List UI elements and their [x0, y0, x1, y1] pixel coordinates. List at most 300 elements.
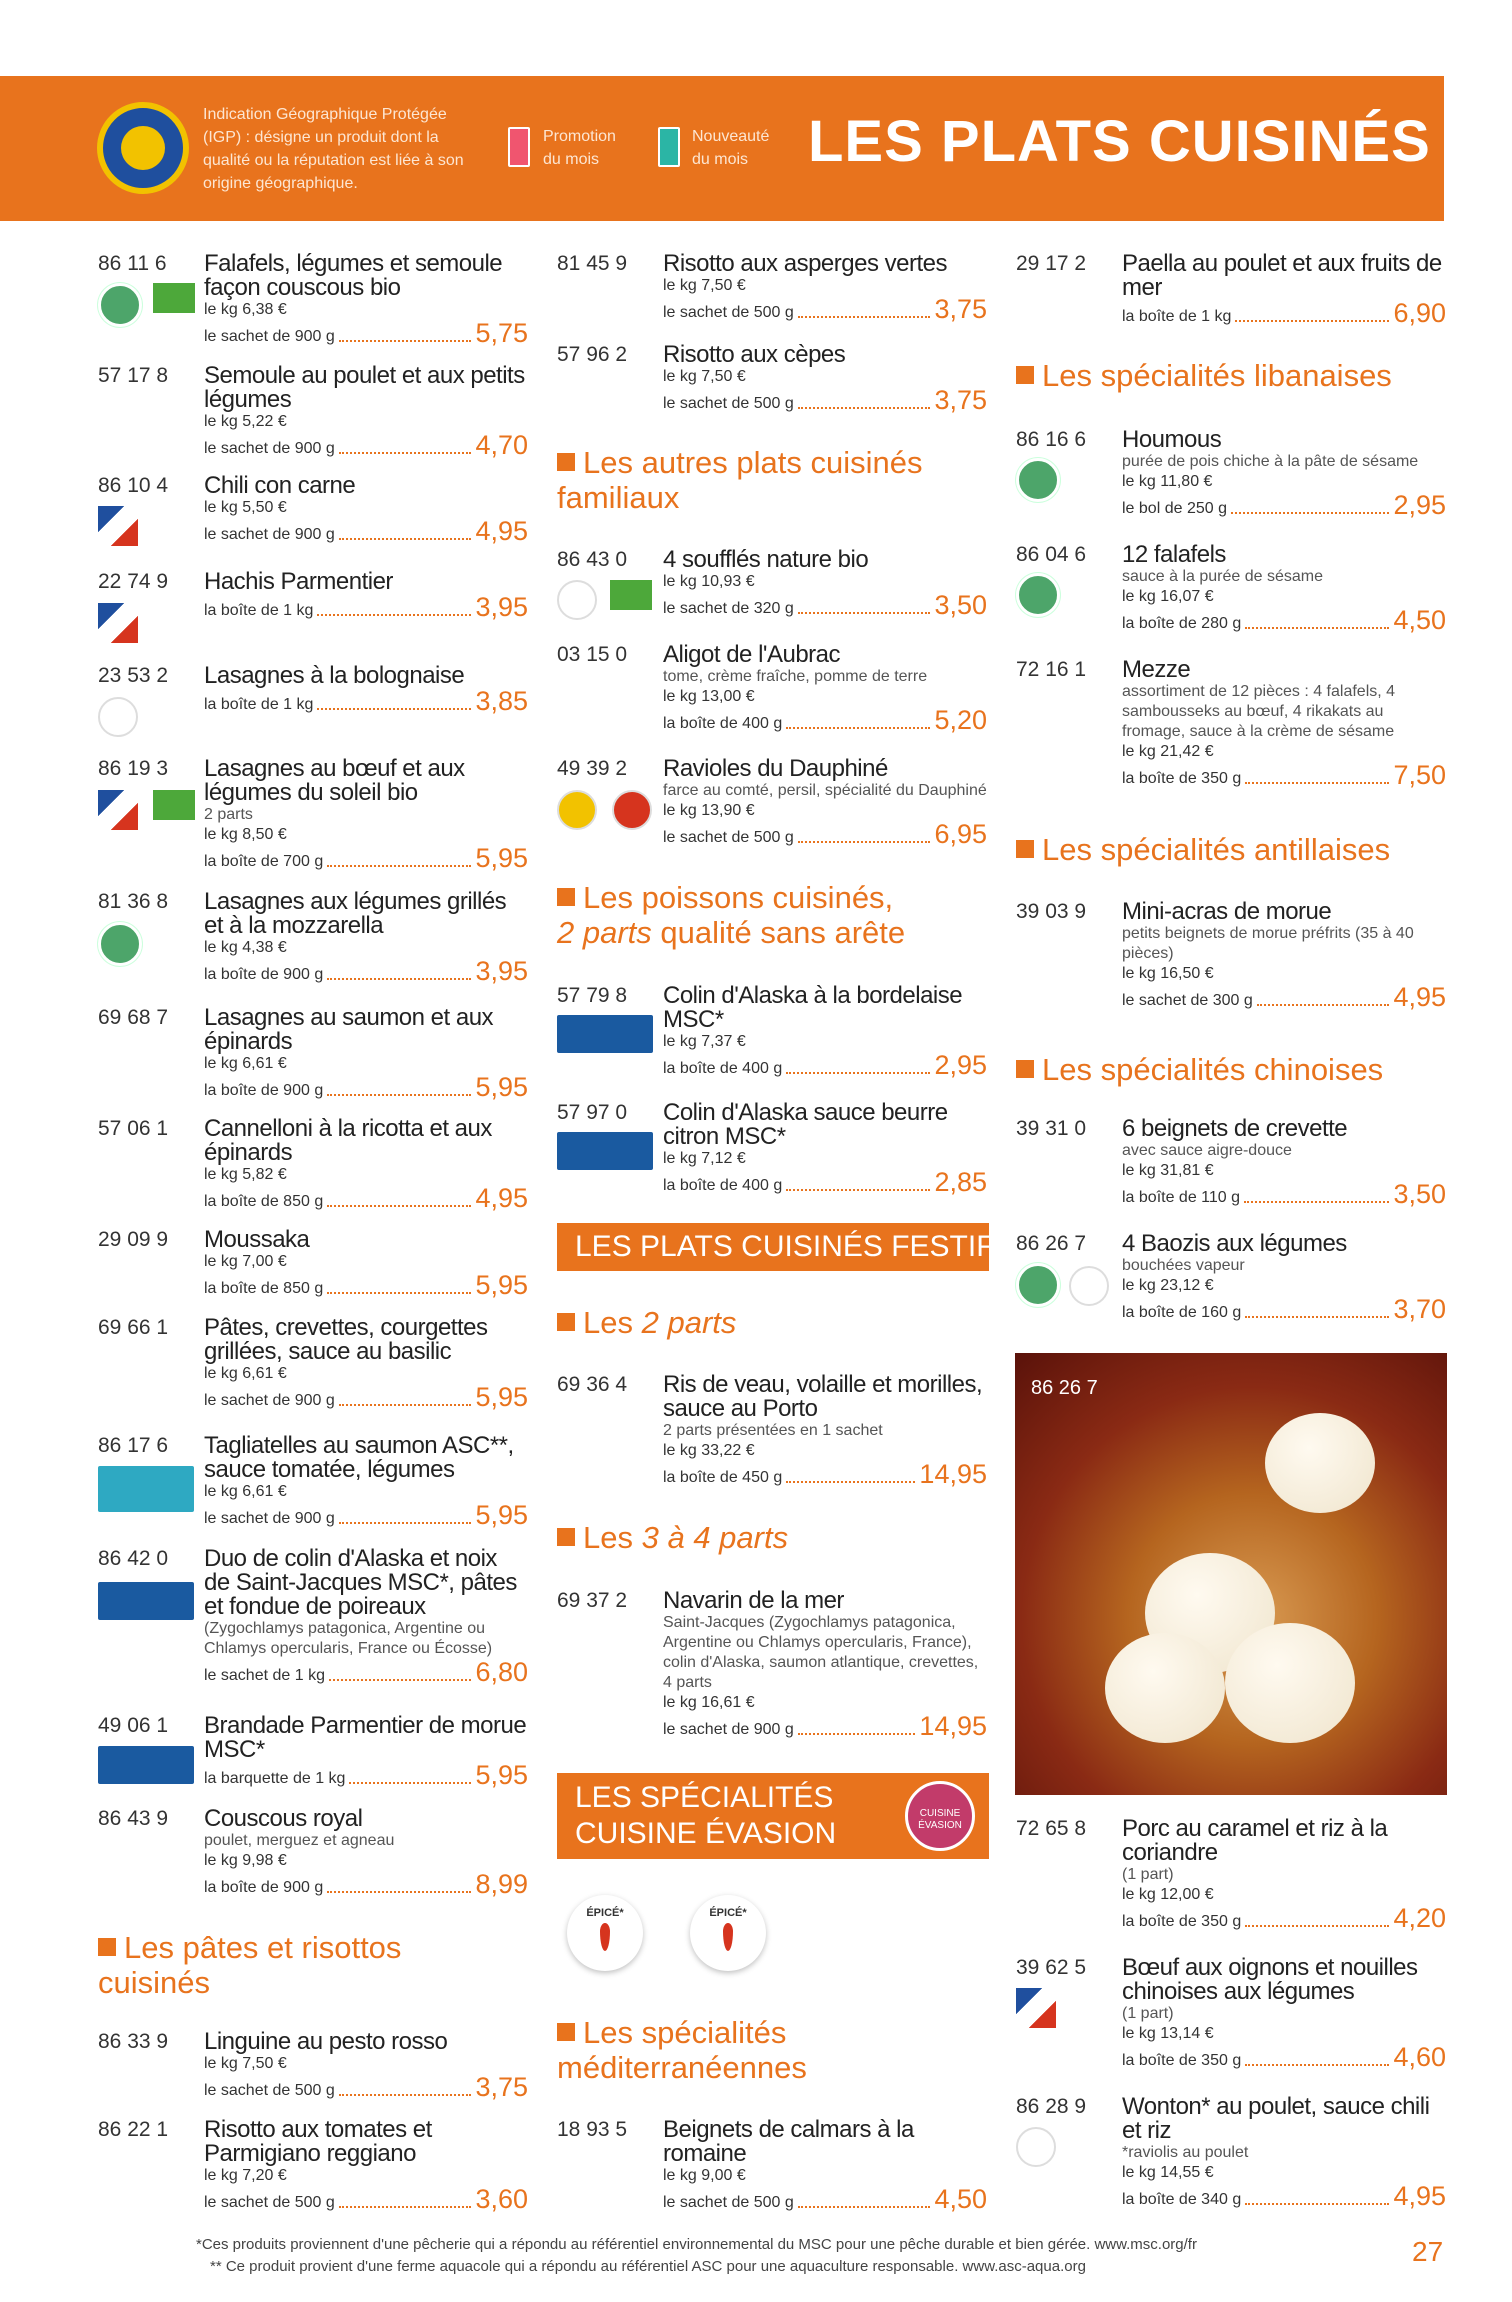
epice-small-icon: [1069, 1266, 1109, 1306]
dotted-leader: [1245, 1925, 1389, 1927]
product-details: [663, 2118, 987, 2213]
price-per-kg: le kg 16,50 €: [1122, 965, 1214, 982]
product-code: 86 10 4: [98, 474, 169, 497]
section-antillaises: [1016, 832, 1436, 867]
dotted-leader: [1235, 320, 1389, 322]
product-description: purée de pois chiche à la pâte de sésame: [1122, 453, 1419, 470]
price-row: [663, 592, 987, 619]
product-price: 4,60: [1393, 2042, 1446, 2072]
product-price: 5,95: [475, 1760, 528, 1790]
dotted-leader: [1245, 627, 1389, 629]
price-row: [204, 1074, 528, 1101]
product-description: petits beignets de morue préfrits (35 à 40 pièces): [1122, 925, 1414, 962]
product-details: [204, 1434, 528, 1529]
price-row: [204, 2074, 528, 2101]
product-code: 39 62 5: [1016, 1956, 1087, 1979]
product-price: 3,70: [1393, 1294, 1446, 1324]
product-details: [663, 757, 987, 848]
product-code: 81 45 9: [557, 252, 628, 275]
product-code: 86 22 1: [98, 2118, 169, 2141]
pack-size: le sachet de 900 g: [663, 1721, 794, 1738]
pack-size: le sachet de 900 g: [204, 1392, 335, 1409]
product-name: Risotto aux cèpes: [663, 341, 846, 368]
product-name: Beignets de calmars à la romaine: [663, 2116, 914, 2167]
section-2-parts-text: 2 parts: [641, 1305, 737, 1340]
product-price: 3,75: [934, 294, 987, 324]
product-description: poulet, merguez et agneau: [204, 1832, 395, 1849]
product-name: Tagliatelles au saumon ASC**, sauce tomatée, légumes: [204, 1432, 514, 1483]
dotted-leader: [327, 1205, 471, 1207]
epice-label: ÉPICÉ*: [709, 1907, 747, 1919]
asc-label-icon: [98, 1466, 194, 1512]
epice-badge-icon: [567, 1895, 643, 1971]
oeuf-plein-air-icon: [557, 580, 597, 620]
vegetarien-badge-icon: [1016, 1263, 1060, 1307]
price-row: [663, 707, 987, 734]
product-code: 69 37 2: [557, 1589, 628, 1612]
price-row: [663, 1461, 987, 1488]
baozi-bun: [1265, 1413, 1375, 1513]
pack-size: le sachet de 500 g: [663, 829, 794, 846]
price-row: [663, 2186, 987, 2213]
price-row: [1122, 2044, 1446, 2071]
product-description: farce au comté, persil, spécialité du Dauphiné: [663, 782, 987, 799]
section-autres-plats-text: Les autres plats cuisinés familiaux: [557, 445, 923, 515]
price-per-kg: le kg 13,90 €: [663, 802, 755, 819]
product-code: 29 09 9: [98, 1228, 169, 1251]
product-price: 5,95: [475, 1500, 528, 1530]
dotted-leader: [327, 865, 471, 867]
price-row: [663, 1713, 987, 1740]
origine-france-icon: [98, 603, 138, 643]
pack-size: le sachet de 500 g: [204, 2082, 335, 2099]
epice-small-icon: [1016, 2127, 1056, 2167]
section-pates-risottos: [98, 1930, 458, 2000]
price-per-kg: le kg 6,38 €: [204, 301, 287, 318]
price-per-kg: le kg 6,61 €: [204, 1483, 287, 1500]
product-code: 86 17 6: [98, 1434, 169, 1457]
page-title: LES PLATS CUISINÉS: [808, 109, 1431, 174]
product-price: 5,95: [475, 1270, 528, 1300]
price-per-kg: le kg 16,07 €: [1122, 588, 1214, 605]
product-details: [663, 1589, 987, 1740]
dotted-leader: [798, 612, 931, 614]
product-details: [663, 1101, 987, 1196]
product-name: Pâtes, crevettes, courgettes grillées, sauce au basilic: [204, 1314, 488, 1365]
product-details: [663, 343, 987, 414]
price-row: [204, 518, 528, 545]
dotted-leader: [1231, 512, 1389, 514]
product-name: Wonton* au poulet, sauce chili et riz: [1122, 2093, 1430, 2144]
product-name: Colin d'Alaska sauce beurre citron MSC*: [663, 1099, 948, 1150]
nouveaute-legend-label: Nouveauté du mois: [692, 128, 770, 168]
product-price: 5,95: [475, 843, 528, 873]
product-details: [1122, 658, 1446, 789]
dotted-leader: [798, 841, 931, 843]
product-description: sauce à la purée de sésame: [1122, 568, 1324, 585]
product-details: [204, 1807, 528, 1898]
product-code: 69 68 7: [98, 1006, 169, 1029]
product-name: 12 falafels: [1122, 541, 1226, 568]
product-details: [1122, 2095, 1446, 2210]
product-price: 3,75: [934, 385, 987, 415]
product-price: 6,95: [934, 819, 987, 849]
product-name: Aligot de l'Aubrac: [663, 641, 841, 668]
product-code: 86 19 3: [98, 757, 169, 780]
product-name: 6 beignets de crevette: [1122, 1115, 1348, 1142]
promotion-swatch-icon: [508, 127, 530, 167]
product-details: [1122, 900, 1446, 1011]
photo-product-code: 86 26 7: [1031, 1377, 1098, 1399]
baozi-bun: [1105, 1633, 1225, 1743]
product-price: 3,85: [475, 686, 528, 716]
product-price: 3,50: [1393, 1179, 1446, 1209]
product-price: 4,95: [1393, 982, 1446, 1012]
product-code: 81 36 8: [98, 890, 169, 913]
dotted-leader: [339, 340, 472, 342]
price-row: [204, 1272, 528, 1299]
product-code: 69 66 1: [98, 1316, 169, 1339]
pack-size: le sachet de 900 g: [204, 440, 335, 457]
price-row: [204, 1762, 528, 1789]
pack-size: le sachet de 500 g: [663, 395, 794, 412]
product-details: [663, 984, 987, 1079]
product-details: [204, 1228, 528, 1299]
pack-size: le sachet de 500 g: [204, 2194, 335, 2211]
section-2-parts-text: Les: [583, 1305, 642, 1340]
price-per-kg: le kg 7,00 €: [204, 1253, 287, 1270]
price-per-kg: le kg 7,50 €: [663, 368, 746, 385]
product-code: 72 65 8: [1016, 1817, 1087, 1840]
dotted-leader: [798, 2206, 931, 2208]
msc-label-icon: [557, 1015, 653, 1053]
pack-size: le sachet de 900 g: [204, 526, 335, 543]
product-name: Duo de colin d'Alaska et noix de Saint-Jacques MSC*, pâtes et fondue de poireaux: [204, 1545, 517, 1620]
product-price: 4,50: [934, 2184, 987, 2214]
section-chinoises-text: Les spécialités chinoises: [1042, 1052, 1384, 1087]
product-name: Hachis Parmentier: [204, 568, 393, 595]
price-row: [1122, 492, 1446, 519]
pack-size: la boîte de 900 g: [204, 1082, 324, 1099]
product-code: 57 97 0: [557, 1101, 628, 1124]
product-code: 49 06 1: [98, 1714, 169, 1737]
product-code: 03 15 0: [557, 643, 628, 666]
product-name: Cannelloni à la ricotta et aux épinards: [204, 1115, 492, 1166]
msc-label-icon: [557, 1132, 653, 1170]
section-square-icon: [557, 1313, 575, 1331]
dotted-leader: [329, 1679, 471, 1681]
price-per-kg: le kg 5,82 €: [204, 1166, 287, 1183]
section-antillaises-text: Les spécialités antillaises: [1042, 832, 1391, 867]
section-square-icon: [1016, 1060, 1034, 1078]
msc-label-icon: [98, 1746, 194, 1784]
bio-label-icon: [153, 790, 195, 820]
product-code: 57 96 2: [557, 343, 628, 366]
product-code: 57 17 8: [98, 364, 169, 387]
product-details: [204, 2118, 528, 2213]
product-code: 39 31 0: [1016, 1117, 1087, 1140]
dotted-leader: [1245, 2203, 1389, 2205]
dotted-leader: [317, 614, 471, 616]
vegetarien-badge-icon: [98, 922, 142, 966]
product-description: (Zygochlamys patagonica, Argentine ou Chlamys opercularis, France ou Écosse): [204, 1620, 493, 1657]
product-price: 14,95: [919, 1711, 987, 1741]
product-price: 3,95: [475, 592, 528, 622]
product-name: 4 Baozis aux légumes: [1122, 1230, 1347, 1257]
price-row: [663, 1169, 987, 1196]
product-description: bouchées vapeur: [1122, 1257, 1245, 1274]
product-details: [204, 474, 528, 545]
product-name: Mezze: [1122, 656, 1191, 683]
product-name: Paella au poulet et aux fruits de mer: [1122, 250, 1442, 301]
price-row: [1122, 1296, 1446, 1323]
price-per-kg: le kg 5,22 €: [204, 413, 287, 430]
dotted-leader: [798, 316, 931, 318]
product-description: 2 parts présentées en 1 sachet: [663, 1422, 883, 1439]
pack-size: le sachet de 300 g: [1122, 992, 1253, 1009]
product-code: 39 03 9: [1016, 900, 1087, 923]
dotted-leader: [786, 727, 930, 729]
section-square-icon: [557, 453, 575, 471]
product-name: Lasagnes aux légumes grillés et à la mozzarella: [204, 888, 507, 939]
dotted-leader: [339, 1522, 472, 1524]
pack-size: le sachet de 1 kg: [204, 1667, 325, 1684]
pack-size: la boîte de 850 g: [204, 1193, 324, 1210]
price-per-kg: le kg 16,61 €: [663, 1694, 755, 1711]
product-details: [204, 570, 528, 621]
price-per-kg: le kg 12,00 €: [1122, 1886, 1214, 1903]
product-details: [204, 890, 528, 985]
product-price: 3,60: [475, 2184, 528, 2214]
section-square-icon: [1016, 840, 1034, 858]
product-code: 86 42 0: [98, 1547, 169, 1570]
product-price: 6,90: [1393, 298, 1446, 328]
section-3-4-parts-text: 3 à 4 parts: [641, 1520, 789, 1555]
section-square-icon: [557, 1528, 575, 1546]
price-per-kg: le kg 7,37 €: [663, 1033, 746, 1050]
bio-label-icon: [610, 580, 652, 610]
price-per-kg: le kg 10,93 €: [663, 573, 755, 590]
product-details: [204, 2030, 528, 2101]
section-square-icon: [1016, 366, 1034, 384]
pack-size: la boîte de 700 g: [204, 853, 324, 870]
dotted-leader: [327, 1292, 471, 1294]
product-name: Navarin de la mer: [663, 1587, 844, 1614]
dotted-leader: [339, 538, 472, 540]
dotted-leader: [349, 1782, 471, 1784]
product-price: 4,20: [1393, 1903, 1446, 1933]
product-details: [1122, 252, 1446, 327]
section-poissons-text: 2 parts: [557, 915, 652, 950]
price-per-kg: le kg 7,50 €: [663, 277, 746, 294]
section-libanaises: [1016, 358, 1436, 393]
product-price: 6,80: [475, 1657, 528, 1687]
product-name: Risotto aux tomates et Parmigiano reggiano: [204, 2116, 432, 2167]
dotted-leader: [1257, 1004, 1390, 1006]
pack-size: la boîte de 900 g: [204, 1879, 324, 1896]
product-description: avec sauce aigre-douce: [1122, 1142, 1292, 1159]
evasion-badge-icon: CUISINE ÉVASION: [905, 1781, 975, 1851]
price-row: [204, 2186, 528, 2213]
banner-evasion-line1: LES SPÉCIALITÉS: [575, 1781, 834, 1814]
banner-evasion-line2: CUISINE ÉVASION: [575, 1817, 837, 1850]
vegetarien-badge-icon: [1016, 458, 1060, 502]
pack-size: la boîte de 160 g: [1122, 1304, 1242, 1321]
product-code: 57 06 1: [98, 1117, 169, 1140]
pack-size: le sachet de 500 g: [663, 2194, 794, 2211]
promotion-legend-label: Promotion du mois: [543, 128, 616, 168]
pack-size: la boîte de 340 g: [1122, 2191, 1242, 2208]
pack-size: la boîte de 900 g: [204, 966, 324, 983]
product-price: 5,95: [475, 1072, 528, 1102]
product-name: Falafels, légumes et semoule façon couscous bio: [204, 250, 503, 301]
pack-size: le sachet de 500 g: [663, 304, 794, 321]
product-description: *raviolis au poulet: [1122, 2144, 1249, 2161]
igp-logo-icon: [97, 102, 189, 194]
price-per-kg: le kg 9,00 €: [663, 2167, 746, 2184]
section-square-icon: [557, 2023, 575, 2041]
dotted-leader: [339, 452, 472, 454]
price-row: [1122, 762, 1446, 789]
price-per-kg: le kg 33,22 €: [663, 1442, 755, 1459]
product-code: 86 11 6: [98, 252, 167, 275]
product-name: Lasagnes au saumon et aux épinards: [204, 1004, 494, 1055]
dotted-leader: [1245, 2064, 1389, 2066]
pack-size: la boîte de 350 g: [1122, 770, 1242, 787]
product-details: [204, 1117, 528, 1212]
pack-size: la boîte de 1 kg: [204, 602, 314, 619]
pack-size: la boîte de 280 g: [1122, 615, 1242, 632]
price-per-kg: le kg 5,50 €: [204, 499, 287, 516]
product-code: 57 79 8: [557, 984, 628, 1007]
section-mediterraneennes-text: Les spécialités méditerranéennes: [557, 2015, 807, 2085]
product-name: Colin d'Alaska à la bordelaise MSC*: [663, 982, 963, 1033]
product-price: 3,50: [934, 590, 987, 620]
product-price: 2,95: [1393, 490, 1446, 520]
price-row: [1122, 607, 1446, 634]
product-description: 2 parts: [204, 806, 253, 823]
oeuf-plein-air-icon: [98, 697, 138, 737]
product-details: [204, 664, 528, 715]
baozi-bun: [1225, 1623, 1355, 1743]
footnote-asc: ** Ce produit provient d'une ferme aquacole qui a répondu au référentiel ASC pour une aquaculture responsable. www.asc-aqua.org: [210, 2258, 1086, 2275]
product-details: [1122, 1232, 1446, 1323]
section-3-4-parts: [557, 1520, 957, 1555]
pack-size: la boîte de 450 g: [663, 1469, 783, 1486]
price-row: [663, 296, 987, 323]
price-row: [204, 958, 528, 985]
price-row: [1122, 984, 1446, 1011]
price-per-kg: le kg 31,81 €: [1122, 1162, 1214, 1179]
price-row: [1122, 300, 1446, 327]
product-description: tome, crème fraîche, pomme de terre: [663, 668, 928, 685]
product-details: [1122, 543, 1446, 634]
dotted-leader: [339, 1404, 472, 1406]
product-price: 2,95: [934, 1050, 987, 1080]
dotted-leader: [317, 708, 471, 710]
product-price: 3,75: [475, 2072, 528, 2102]
price-row: [204, 320, 528, 347]
product-price: 7,50: [1393, 760, 1446, 790]
product-price: 4,70: [475, 430, 528, 460]
product-name: Mini-acras de morue: [1122, 898, 1332, 925]
price-row: [1122, 1181, 1446, 1208]
dotted-leader: [798, 1733, 916, 1735]
pack-size: le sachet de 900 g: [204, 328, 335, 345]
product-code: 86 16 6: [1016, 428, 1087, 451]
section-mediterraneennes: [557, 2015, 957, 2085]
price-per-kg: le kg 4,38 €: [204, 939, 287, 956]
price-per-kg: le kg 7,20 €: [204, 2167, 287, 2184]
price-per-kg: le kg 9,98 €: [204, 1852, 287, 1869]
price-row: [663, 821, 987, 848]
price-per-kg: le kg 13,00 €: [663, 688, 755, 705]
section-autres-plats: [557, 445, 957, 515]
product-code: 23 53 2: [98, 664, 169, 687]
product-details: [663, 548, 987, 619]
price-per-kg: le kg 13,14 €: [1122, 2025, 1214, 2042]
product-name: Risotto aux asperges vertes: [663, 250, 947, 277]
origine-france-icon: [98, 506, 138, 546]
section-square-icon: [98, 1938, 116, 1956]
pack-size: la boîte de 400 g: [663, 1177, 783, 1194]
product-details: [204, 1714, 528, 1789]
page-number: 27: [1412, 2236, 1444, 2267]
section-3-4-parts-text: Les: [583, 1520, 642, 1555]
product-code: 29 17 2: [1016, 252, 1087, 275]
product-details: [204, 1006, 528, 1101]
origine-france-icon: [1016, 1988, 1056, 2028]
baozi-photo: [1015, 1353, 1447, 1795]
pack-size: la boîte de 350 g: [1122, 2052, 1242, 2069]
price-row: [204, 1871, 528, 1898]
product-description: assortiment de 12 pièces : 4 falafels, 4 sambousseks au bœuf, 4 rikakats au fromage, sauce à la crème de sésame: [1122, 683, 1396, 740]
price-row: [204, 594, 528, 621]
product-code: 86 04 6: [1016, 543, 1087, 566]
product-price: 4,95: [1393, 2181, 1446, 2211]
product-name: Bœuf aux oignons et nouilles chinoises aux légumes: [1122, 1954, 1418, 2005]
price-per-kg: le kg 21,42 €: [1122, 743, 1214, 760]
price-per-kg: le kg 23,12 €: [1122, 1277, 1214, 1294]
price-row: [204, 432, 528, 459]
price-per-kg: le kg 14,55 €: [1122, 2164, 1214, 2181]
product-code: 22 74 9: [98, 570, 169, 593]
product-details: [1122, 1117, 1446, 1208]
dotted-leader: [327, 1891, 471, 1893]
product-name: Linguine au pesto rosso: [204, 2028, 448, 2055]
dotted-leader: [1245, 1316, 1389, 1318]
dotted-leader: [786, 1072, 930, 1074]
product-price: 4,95: [475, 1183, 528, 1213]
vegetarien-badge-icon: [1016, 573, 1060, 617]
dotted-leader: [798, 407, 931, 409]
product-details: [663, 252, 987, 323]
section-poissons-text: qualité sans arête: [651, 915, 906, 950]
section-square-icon: [557, 888, 575, 906]
pack-size: le sachet de 320 g: [663, 600, 794, 617]
product-name: 4 soufflés nature bio: [663, 546, 869, 573]
dotted-leader: [1244, 1201, 1389, 1203]
chili-pepper-icon: [723, 1923, 733, 1951]
dotted-leader: [786, 1481, 915, 1483]
product-details: [1122, 1817, 1446, 1932]
pack-size: le sachet de 900 g: [204, 1510, 335, 1527]
price-row: [663, 1052, 987, 1079]
product-name: Porc au caramel et riz à la coriandre: [1122, 1815, 1388, 1866]
product-price: 4,50: [1393, 605, 1446, 635]
banner-festifs: LES PLATS CUISINÉS FESTIFS: [557, 1223, 989, 1271]
igp-legend-text: Indication Géographique Protégée (IGP) : désigne un produit dont la qualité ou la réputation est liée à son origine géographique.: [203, 106, 464, 192]
